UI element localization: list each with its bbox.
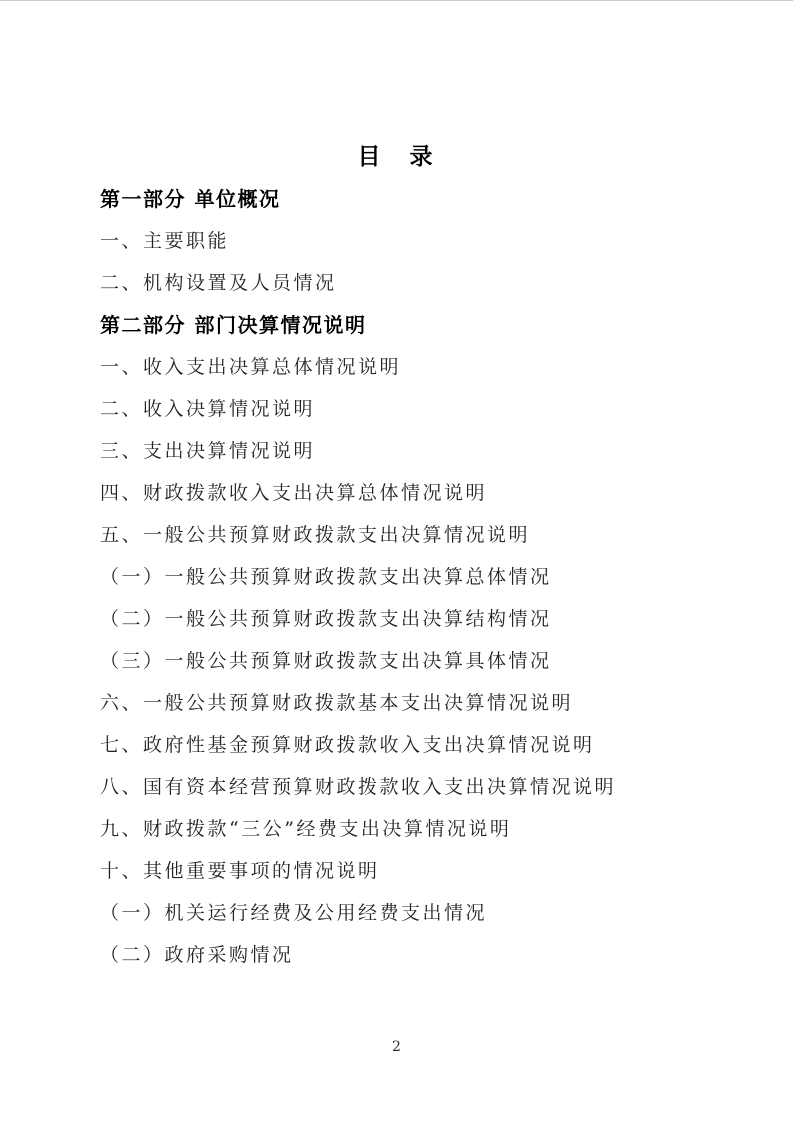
toc-entry: 一、收入支出决算总体情况说明 <box>100 356 402 378</box>
toc-entry: （一）机关运行经费及公用经费支出情况 <box>100 902 488 924</box>
toc-entry: 六、一般公共预算财政拨款基本支出决算情况说明 <box>100 692 574 714</box>
toc-entry: （一）一般公共预算财政拨款支出决算总体情况 <box>100 566 552 588</box>
toc-entry: 四、财政拨款收入支出决算总体情况说明 <box>100 482 488 504</box>
toc-entry: （三）一般公共预算财政拨款支出决算具体情况 <box>100 650 552 672</box>
toc-entry: 九、财政拨款“三公”经费支出决算情况说明 <box>100 818 512 840</box>
toc-entry: 二、机构设置及人员情况 <box>100 272 337 294</box>
toc-section-heading: 第二部分 部门决算情况说明 <box>100 313 367 337</box>
table-of-contents <box>0 189 793 965</box>
toc-entry: （二）一般公共预算财政拨款支出决算结构情况 <box>100 608 552 630</box>
toc-entry: 三、支出决算情况说明 <box>100 440 316 462</box>
toc-entry: 八、国有资本经营预算财政拨款收入支出决算情况说明 <box>100 776 617 798</box>
toc-entry: 一、主要职能 <box>100 230 230 252</box>
page-number: 2 <box>392 1039 401 1055</box>
toc-entry: 七、政府性基金预算财政拨款收入支出决算情况说明 <box>100 734 595 756</box>
toc-entry: （二）政府采购情况 <box>100 944 294 966</box>
toc-entry: 二、收入决算情况说明 <box>100 398 316 420</box>
toc-section-heading: 第一部分 单位概况 <box>100 187 281 211</box>
toc-entry: 五、一般公共预算财政拨款支出决算情况说明 <box>100 524 531 546</box>
toc-entry: 十、其他重要事项的情况说明 <box>100 860 380 882</box>
page-title: 目 录 <box>357 144 436 170</box>
